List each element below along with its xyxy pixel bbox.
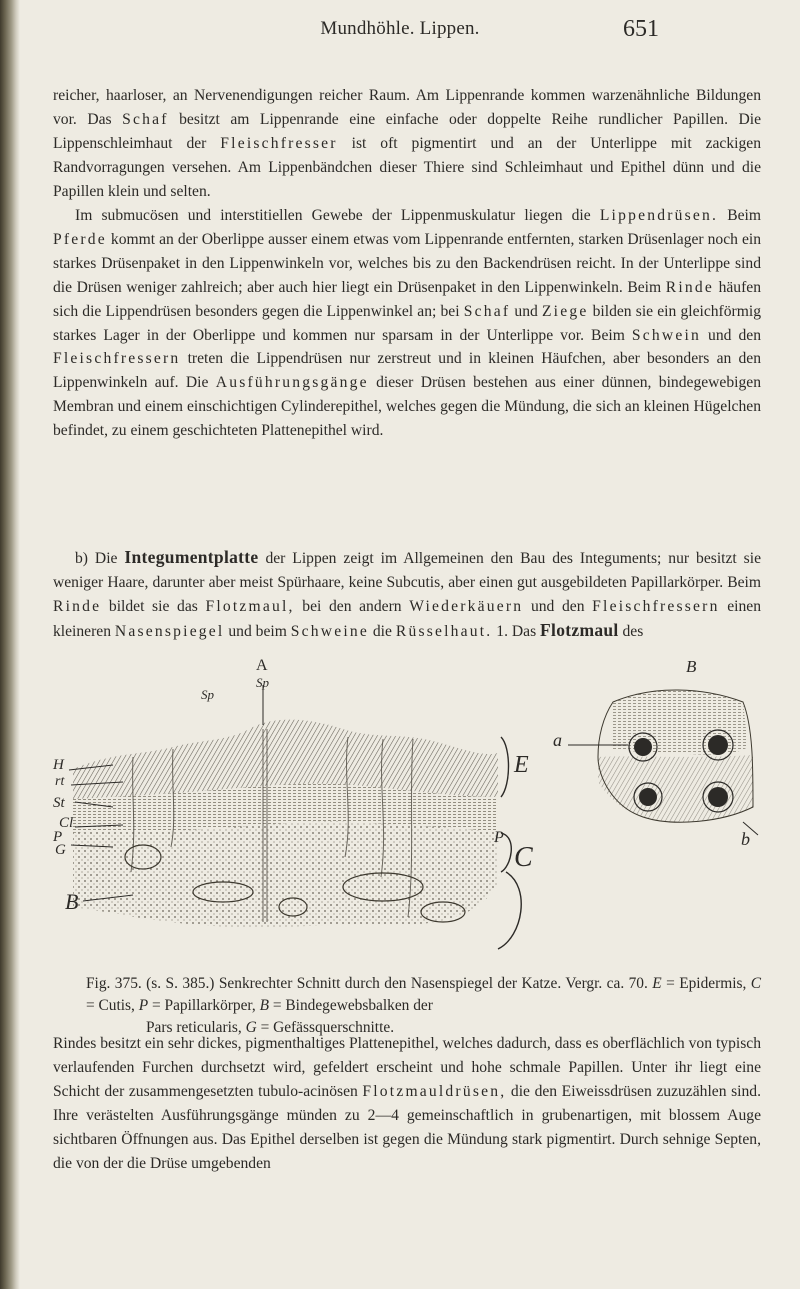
fig-label-Cl: Cl	[59, 815, 74, 831]
fig-label-rt: rt	[55, 774, 65, 789]
fig-label-b-b: b	[741, 829, 750, 849]
panel-b-drawing	[568, 690, 758, 835]
figure-caption: Fig. 375. (s. S. 385.) Senkrechter Schnitt durch den Nasenspiegel der Katze. Vergr. ca. 70. E = Epidermis, C = Cutis, P = Papillarkörper, B = Bindegewebsbalken der Pars reticularis, G = Gefässquerschnitte.	[86, 975, 761, 1036]
page-number: 651	[623, 16, 659, 42]
fig-label-sp-1: Sp	[201, 687, 214, 702]
figure-375	[53, 657, 761, 962]
fig-label-St: St	[53, 795, 65, 811]
panel-b-label: B	[686, 657, 697, 676]
fig-label-C: C	[514, 842, 533, 873]
running-title: Mundhöhle. Lippen.	[320, 18, 480, 39]
fig-label-b-a: a	[553, 730, 562, 750]
fig-label-G: G	[55, 842, 66, 858]
fig-label-P-left: P	[53, 829, 63, 845]
fig-label-H: H	[53, 757, 64, 773]
panel-a-drawing	[69, 685, 521, 949]
paragraph-3: b) Die Integumentplatte der Lippen zeigt im Allgemeinen den Bau des Integuments; nur besitzt sie weniger Haare, darunter aber meist Spürhaare, keine Subcutis, aber einen gut ausgebildeten Papillarkörper. Beim Rinde bildet sie das Flotzmaul, bei den andern Wiederkäuern und den Fleischfressern einen kleineren Nasenspiegel und beim Schweine die Rüsselhaut. 1. Das Flotzmaul des	[53, 547, 761, 640]
panel-a-label: A	[256, 657, 268, 674]
paragraph-4: Rindes besitzt ein sehr dickes, pigmenthaltiges Plattenepithel, welches dadurch, dass es oberflächlich von typisch verlaufenden Furchen durchsetzt wird, gefeldert erscheint und hohe schmale Papillen. Unter ihr liegt eine Schicht der zusammengesetzten tubulo-acinösen Flotzmauldrüsen, die den Eiweissdrüsen zuzuzählen sind. Ihre verästelten Ausführungsgänge münden zu 2—4 gemeinschaftlich in grubenartigen, mit blossem Auge sichtbaren Öffnungen aus. Das Epithel derselben ist gegen die Mündung stark pigmentirt. Durch sehnige Septen, die von der die Drüse umgebenden	[53, 1035, 761, 1172]
book-binding-edge	[0, 0, 20, 1289]
paragraph-1: reicher, haarloser, an Nervenendigungen reicher Raum. Am Lippenrande kommen warzenähnliche Bildungen vor. Das Schaf besitzt am Lippenrande eine einfache oder doppelte Reihe rundlicher Papillen. Die Lippenschleimhaut der Fleischfresser ist oft pigmentirt und an der Unterlippe mit zackigen Randvorragungen versehen. Am Lippenbändchen dieser Thiere sind Schleimhaut und Epithel dünn und die Papillen klein und selten.	[53, 87, 761, 200]
running-header	[0, 18, 800, 48]
histology-illustration	[53, 657, 761, 962]
fig-label-P-right: P	[494, 829, 504, 846]
fig-label-B: B	[65, 889, 79, 914]
paragraph-2: Im submucösen und interstitiellen Gewebe der Lippenmuskulatur liegen die Lippendrüsen. Beim Pferde kommt an der Oberlippe ausser einem etwas vom Lippenrande entfernten, starken Drüsenlager noch ein starkes Drüsenpaket in den Lippenwinkeln vor, welches bis zu den Backendrüsen reicht. In der Unterlippe sind die Drüsen weniger zahlreich; aber auch hier liegt ein Drüsenpaket in den Lippenwinkeln. Beim Rinde häufen sich die Lippendrüsen besonders gegen die Lippenwinkel an; bei Schaf und Ziege bilden sie ein gleichförmig starkes Lager in der Oberlippe und kommen nur sparsam in der Unterlippe vor. Beim Schwein und den Fleischfressern treten die Lippendrüsen nur zerstreut und in kleinen Häufchen, aber besonders an den Lippenwinkeln auf. Die Ausführungsgänge dieser Drüsen bestehen aus einer dünnen, bindegewebigen Membran und einem einschichtigen Cylinderepithel, welches gegen die Mündung, die sich an kleinen Hügelchen befindet, zu einem geschichteten Plattenepithel wird.	[53, 207, 762, 440]
fig-label-sp-2: Sp	[256, 675, 269, 690]
fig-label-E: E	[514, 752, 529, 778]
